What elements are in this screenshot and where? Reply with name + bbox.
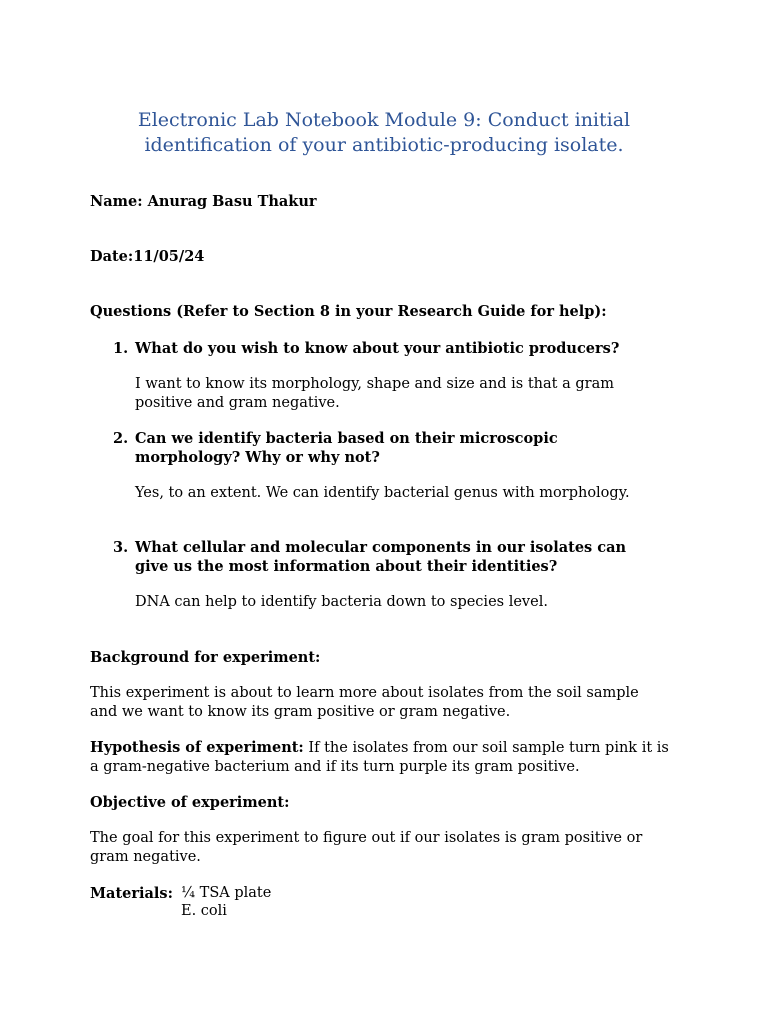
background-text: This experiment is about to learn more about isolates from the soil sample and we want to know its gram positive or gram negative.	[90, 685, 639, 720]
answer-text: DNA can help to identify bacteria down to species level.	[135, 594, 548, 610]
background-heading: Background for experiment:	[90, 649, 321, 666]
objective-heading: Objective of experiment:	[90, 794, 290, 811]
objective-text: The goal for this experiment to figure out if our isolates is gram positive or gram negative.	[90, 830, 643, 865]
question-number: 1.	[113, 340, 129, 357]
question-number: 3.	[113, 539, 129, 556]
answer-text: Yes, to an extent. We can identify bacterial genus with morphology.	[135, 485, 630, 501]
date-line: Date:11/05/24	[90, 248, 205, 265]
question-number: 2.	[113, 430, 129, 447]
hypothesis-text: If the isolates from our soil sample turn pink it is a gram-negative bacterium and if its turn purple its gram positive.	[90, 740, 669, 775]
questions-heading: Questions (Refer to Section 8 in your Research Guide for help):	[90, 303, 607, 320]
materials-item: E. coli	[181, 903, 227, 919]
answer-text: I want to know its morphology, shape and size and is that a gram positive and gram negative.	[135, 376, 614, 411]
name-line: Name: Anurag Basu Thakur	[90, 193, 317, 210]
question-text: Can we identify bacteria based on their microscopic morphology? Why or why not?	[135, 430, 558, 466]
hypothesis-label: Hypothesis of experiment:	[90, 739, 304, 756]
hypothesis-paragraph	[90, 738, 680, 777]
document-title: Electronic Lab Notebook Module 9: Conduct initial identification of your antibiotic-producing isolate.	[137, 109, 631, 156]
question-text: What do you wish to know about your antibiotic producers?	[135, 340, 620, 357]
materials-label: Materials:	[90, 885, 173, 902]
materials-item: ¼ TSA plate	[181, 885, 272, 901]
question-text: What cellular and molecular components in our isolates can give us the most information about their identities?	[135, 539, 627, 575]
